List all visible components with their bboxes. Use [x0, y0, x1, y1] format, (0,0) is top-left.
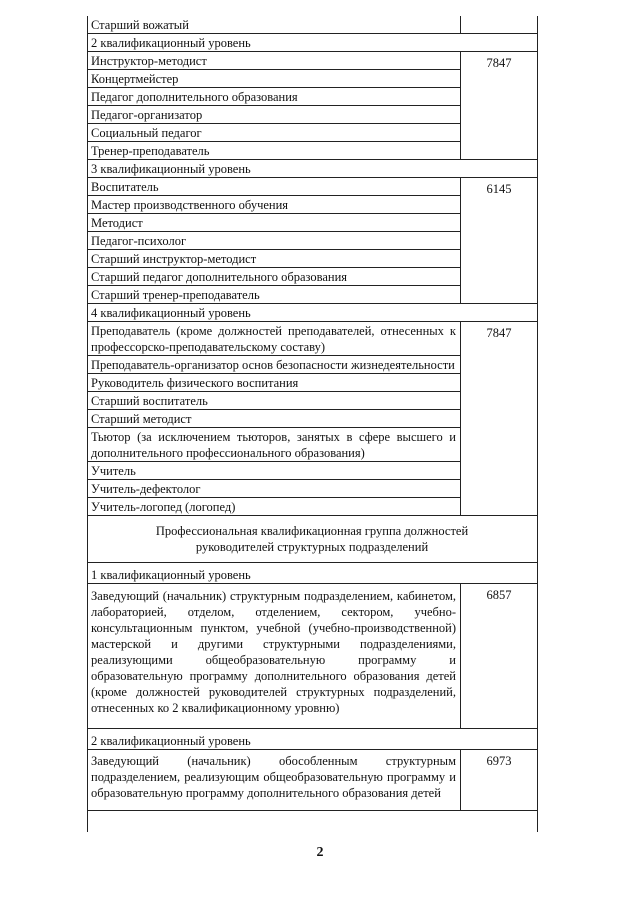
position-name: Старший инструктор-методист [87, 250, 460, 268]
level-header-row [87, 563, 537, 584]
table-right-border [537, 16, 538, 832]
level-group [87, 52, 537, 160]
table-row [87, 16, 537, 34]
level-header-row [87, 160, 537, 178]
level-header: 2 квалификационный уровень [91, 734, 251, 748]
position-name: Заведующий (начальник) обособленным структурным подразделением, реализующим общеобразовательную программу и образовательную программу дополнительного образования детей [91, 754, 456, 800]
level-header: 3 квалификационный уровень [91, 162, 251, 176]
position-name: Мастер производственного обучения [87, 196, 460, 214]
positions-list [87, 52, 461, 159]
position-name: Руководитель физического воспитания [87, 374, 460, 392]
salary-value: 6973 [486, 754, 512, 768]
position-name: Учитель-дефектолог [87, 480, 460, 498]
position-name: Учитель-логопед (логопед) [91, 500, 236, 514]
level-header-row [87, 34, 537, 52]
position-name: Концертмейстер [87, 70, 460, 88]
level-group [87, 322, 537, 516]
position-name: Старший вожатый [91, 18, 189, 32]
positions-list [87, 322, 461, 515]
level-group [87, 584, 537, 729]
group-title-line: руководителей структурных подразделений [195, 540, 429, 554]
position-name: Методист [87, 214, 460, 232]
level-group [87, 750, 537, 811]
position-name: Педагог-организатор [87, 106, 460, 124]
position-name: Тренер-преподаватель [91, 144, 210, 158]
salary-value: 7847 [486, 326, 512, 340]
level-header-row [87, 729, 537, 750]
level-header: 4 квалификационный уровень [91, 306, 251, 320]
salary-value: 7847 [486, 56, 512, 70]
position-name: Воспитатель [87, 178, 460, 196]
position-name: Педагог дополнительного образования [87, 88, 460, 106]
position-name: Педагог-психолог [87, 232, 460, 250]
level-header: 2 квалификационный уровень [91, 36, 251, 50]
salary-value: 6857 [486, 588, 512, 602]
group-title [148, 517, 476, 561]
level-header-row [87, 304, 537, 322]
group-title-row [87, 516, 537, 563]
position-name: Социальный педагог [87, 124, 460, 142]
group-title-line: Профессиональная квалификационная группа должностей [155, 524, 469, 538]
level-header: 1 квалификационный уровень [91, 568, 251, 582]
position-name: Преподаватель (кроме должностей преподавателей, отнесенных к профессорско-преподавательскому составу) [87, 322, 460, 356]
salary-value: 6145 [486, 182, 512, 196]
position-name: Заведующий (начальник) структурным подразделением, кабинетом, лабораторией, отделом, отделением, сектором, учебно-консультационным пунктом, учебной (учебно-производственной) мастерской и другими структурными подразделениями, реализующими общеобразовательную программу и образовательную программу дополнительного образования детей (кроме должностей руководителей структурных подразделений, отнесенных ко 2 квалификационному уровню) [91, 589, 456, 715]
position-name: Старший методист [87, 410, 460, 428]
position-name: Старший воспитатель [87, 392, 460, 410]
position-name: Тьютор (за исключением тьюторов, занятых в сфере высшего и дополнительного профессионального образования) [87, 428, 460, 462]
position-name: Преподаватель-организатор основ безопасности жизнедеятельности [87, 356, 460, 374]
position-name: Инструктор-методист [87, 52, 460, 70]
position-name: Учитель [87, 462, 460, 480]
position-name: Старший тренер-преподаватель [91, 288, 260, 302]
position-name: Старший педагог дополнительного образования [87, 268, 460, 286]
level-group [87, 178, 537, 304]
positions-list [87, 178, 461, 303]
page-number: 2 [316, 845, 324, 860]
salary-table [87, 16, 537, 811]
